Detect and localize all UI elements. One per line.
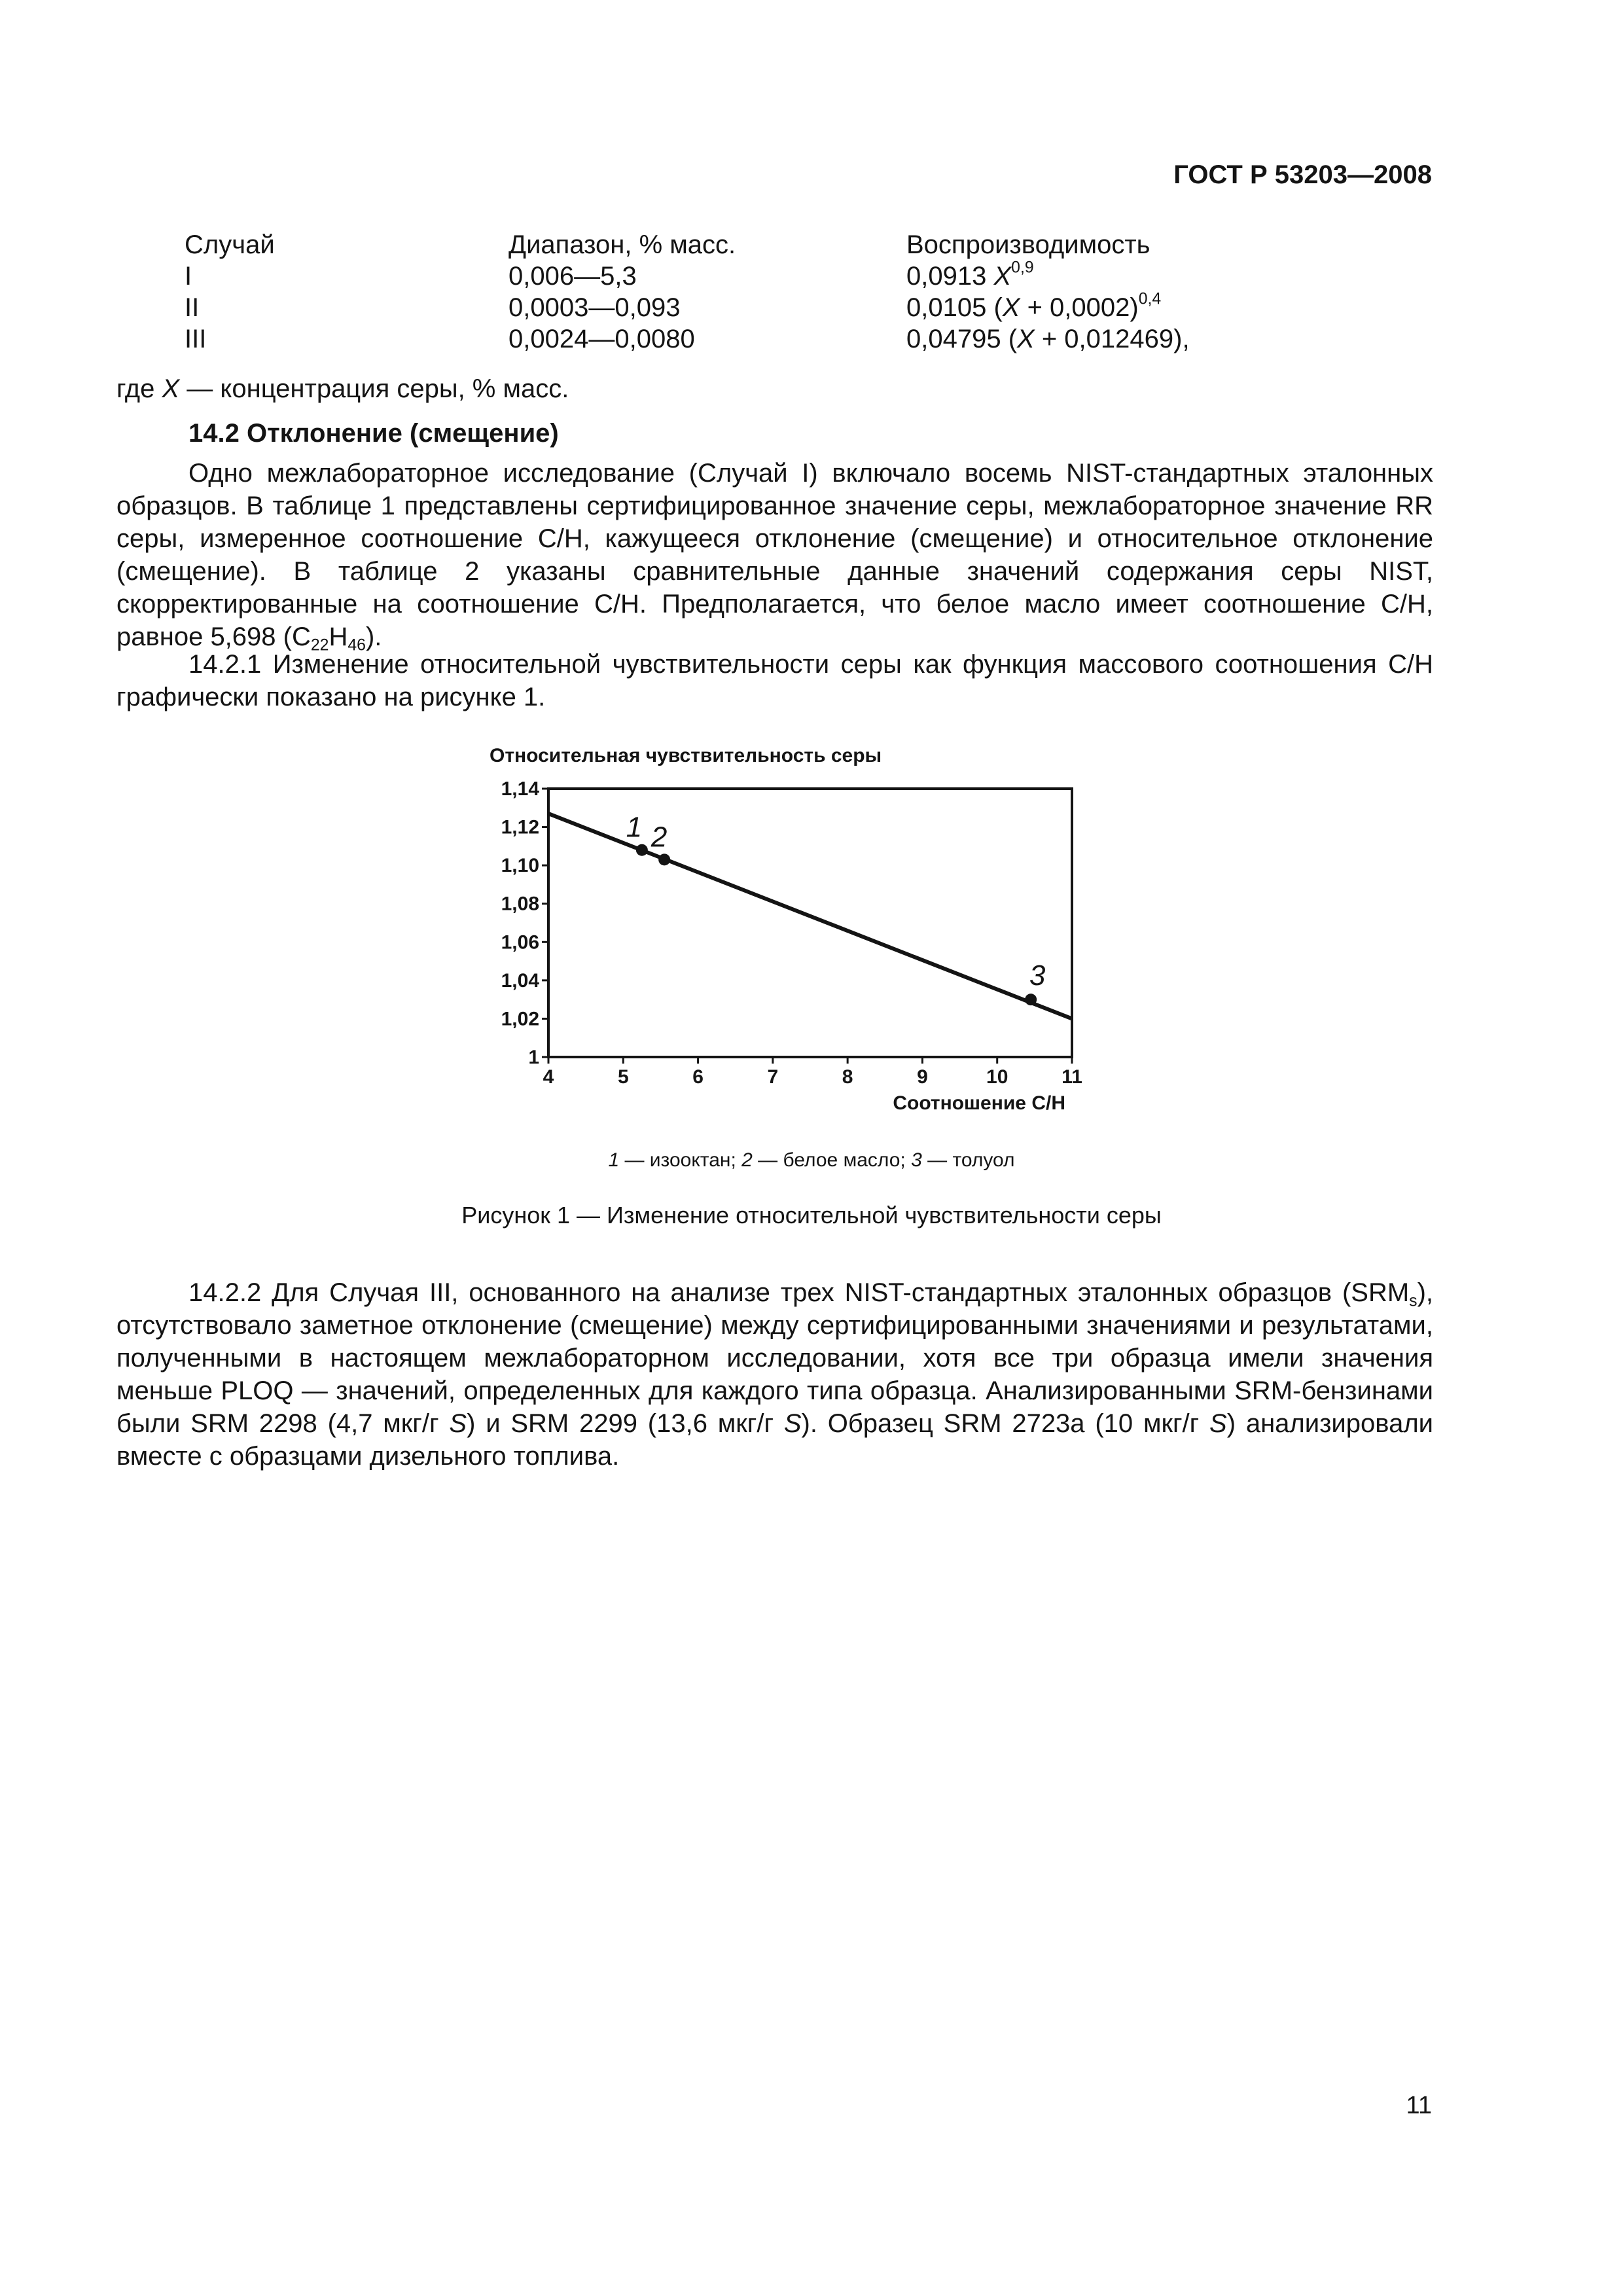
figure-legend: 1 — изооктан; 2 — белое масло; 3 — толуол — [608, 1149, 1015, 1171]
figure-caption: Рисунок 1 — Изменение относительной чувствительности серы — [461, 1202, 1162, 1229]
range-cell: 0,0024—0,0080 — [508, 325, 695, 353]
x-axis-label: Соотношение С/Н — [893, 1092, 1065, 1114]
data-point-label: 1 — [626, 811, 643, 844]
column-header-case: Случай — [185, 230, 275, 259]
document-standard-number: ГОСТ Р 53203—2008 — [1173, 160, 1432, 189]
column-header-range: Диапазон, % масс. — [508, 230, 736, 259]
y-tick-label: 1,14 — [501, 778, 539, 800]
y-tick-label: 1,08 — [501, 893, 539, 915]
y-tick-label: 1,10 — [501, 855, 539, 877]
relative-sensitivity-chart — [458, 733, 1113, 1139]
data-point — [658, 853, 670, 865]
section-heading: 14.2 Отклонение (смещение) — [188, 419, 559, 448]
x-tick-label: 9 — [917, 1066, 928, 1088]
variable-definition: где X — концентрация серы, % масс. — [116, 374, 569, 403]
reproducibility-formula: 0,0105 $(X + 0,0002)^{0,4}$ — [906, 290, 1162, 322]
x-tick-label: 5 — [617, 1066, 629, 1088]
paragraph-bias: Одно межлабораторное исследование (Случай I) включало восемь NIST-стандартных эталонных образцов. В таблице 1 представлены сертифицированное значение серы, межлабораторное значение RR серы, измеренное соотношение С/Н, кажущееся отклонение (смещение) и относительное отклонение (смещение). В таблице 2 указаны сравнительные данные значений содержания серы NIST, скорректированные на соотношение С/Н. Предполагается, что белое масло имеет соотношение С/Н, равное 5,698 $(С_{22}Н_{46})$. — [116, 459, 1433, 655]
data-point — [1025, 994, 1037, 1005]
reproducibility-header-row — [0, 229, 1623, 260]
reproducibility-table — [0, 229, 1623, 360]
case-cell: II — [185, 293, 200, 322]
y-tick-label: 1,02 — [501, 1008, 539, 1030]
range-cell: 0,0003—0,093 — [508, 293, 681, 322]
y-tick-label: 1 — [528, 1047, 539, 1068]
y-tick-label: 1,04 — [501, 969, 539, 992]
x-tick-label: 10 — [986, 1066, 1008, 1088]
paragraph-case-three: 14.2.2 Для Случая III, основанного на анализе трех NIST-стандартных эталонных образцов $(SRM_s)$, отсутствовало заметное отклонение (смещение) между сертифицированными значениями и результатами, полученными в настоящем межлабораторном исследовании, хотя все три образца имели значения меньше PLOQ — значений, определенных для каждого типа образца. Анализированными SRM-бензинами были SRM 2298 (4,7 мкг/г S) и SRM 2299 (13,6 мкг/г S). Образец SRM 2723а (10 мкг/г S) анализировали вместе с образцами дизельного топлива. — [116, 1278, 1434, 1471]
reproducibility-formula: 0,0913 X$^{0,9}$ — [906, 259, 1034, 291]
case-cell: I — [185, 262, 192, 291]
sensitivity-line — [548, 811, 1072, 1018]
y-tick-label: 1,12 — [501, 816, 539, 838]
x-tick-label: 11 — [1061, 1066, 1082, 1088]
x-tick-label: 6 — [692, 1066, 704, 1088]
page-number: 11 — [1406, 2092, 1432, 2119]
data-point-label: 3 — [1029, 960, 1046, 992]
y-axis-label: Относительная чувствительность серы — [490, 745, 882, 766]
paragraph-figure-reference: 14.2.1 Изменение относительной чувствительности серы как функция массового соотношения С/Н графически показано на рисунке 1. — [116, 650, 1433, 711]
range-cell: 0,006—5,3 — [508, 262, 637, 291]
x-tick-label: 4 — [543, 1066, 554, 1088]
x-tick-label: 7 — [767, 1066, 779, 1088]
y-tick-label: 1,06 — [501, 931, 539, 954]
table-row — [0, 292, 1623, 323]
data-point — [636, 844, 648, 856]
reproducibility-formula: 0,04795 (X + 0,012469), — [906, 325, 1190, 353]
case-cell: III — [185, 325, 207, 353]
x-tick-label: 8 — [842, 1066, 853, 1088]
table-row — [0, 323, 1623, 355]
data-point-label: 2 — [651, 821, 668, 853]
table-row — [0, 260, 1623, 292]
column-header-reproducibility: Воспроизводимость — [906, 230, 1150, 259]
